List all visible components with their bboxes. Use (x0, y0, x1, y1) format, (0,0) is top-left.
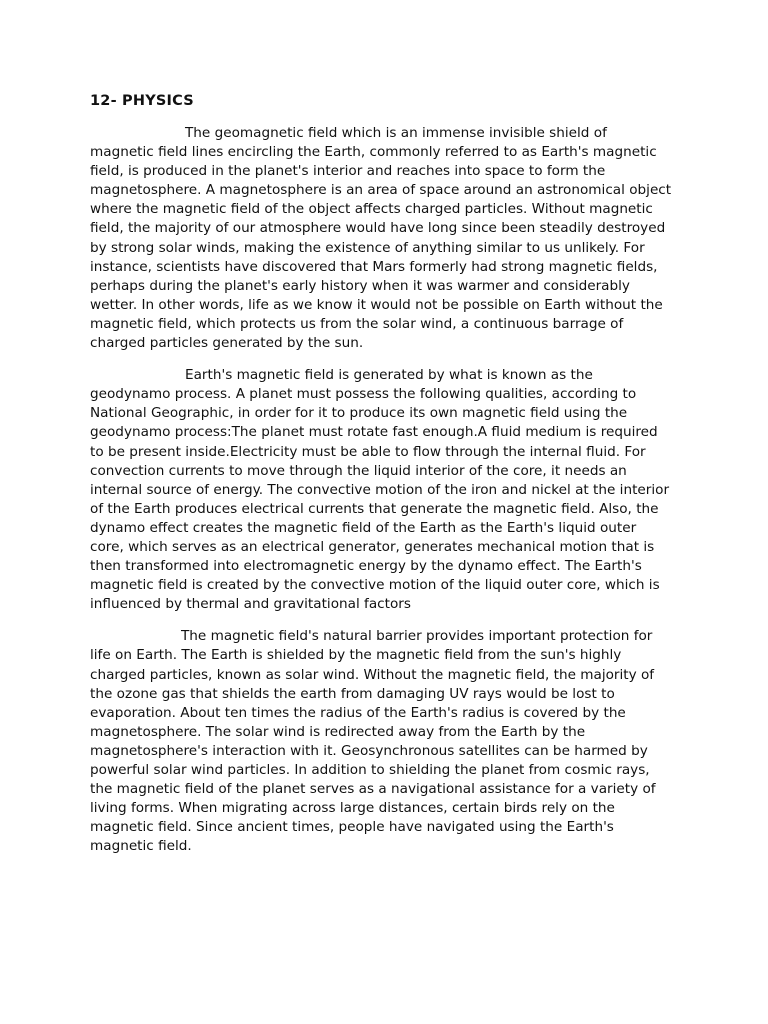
page-title: 12- PHYSICS (90, 93, 194, 109)
document-page (90, 90, 672, 869)
paragraph-geodynamo-process: Earth's magnetic field is generated by what is known as the geodynamo process. A planet must possess the following qualities, according to National Geographic, in order for it to produce its own magnetic field using the geodynamo process:The planet must rotate fast enough.A fluid medium is required to be present inside.Electricity must be able to flow through the internal fluid. For convection currents to move through the liquid interior of the core, it needs an internal source of energy. The convective motion of the iron and nickel at the interior of the Earth produces electrical currents that generate the magnetic field. Also, the dynamo effect creates the magnetic field of the Earth as the Earth's liquid outer core, which serves as an electrical generator, generates mechanical motion that is then transformed into electromagnetic energy by the dynamo effect. The Earth's magnetic field is created by the convective motion of the liquid outer core, which is influenced by thermal and gravitational factors (90, 367, 670, 613)
paragraph-geomagnetic-field: The geomagnetic field which is an immense invisible shield of magnetic field lines encircling the Earth, commonly referred to as Earth's magnetic field, is produced in the planet's interior and reaches into space to form the magnetosphere. A magnetosphere is an area of space around an astronomical object where the magnetic field of the object affects charged particles. Without magnetic field, the majority of our atmosphere would have long since been steadily destroyed by strong solar winds, making the existence of anything similar to us unlikely. For instance, scientists have discovered that Mars formerly had strong magnetic fields, perhaps during the planet's early history when it was warmer and considerably wetter. In other words, life as we know it would not be possible on Earth without the magnetic field, which protects us from the solar wind, a continuous barrage of charged particles generated by the sun. (90, 125, 672, 352)
paragraph-magnetic-protection: The magnetic field's natural barrier provides important protection for life on Earth. The Earth is shielded by the magnetic field from the sun's highly charged particles, known as solar wind. Without the magnetic field, the majority of the ozone gas that shields the earth from damaging UV rays would be lost to evaporation. About ten times the radius of the Earth's radius is covered by the magnetosphere. The solar wind is redirected away from the Earth by the magnetosphere's interaction with it. Geosynchronous satellites can be harmed by powerful solar wind particles. In addition to shielding the planet from cosmic rays, the magnetic field of the planet serves as a navigational assistance for a variety of living forms. When migrating across large distances, certain birds rely on the magnetic field. Since ancient times, people have navigated using the Earth's magnetic field. (90, 628, 656, 855)
